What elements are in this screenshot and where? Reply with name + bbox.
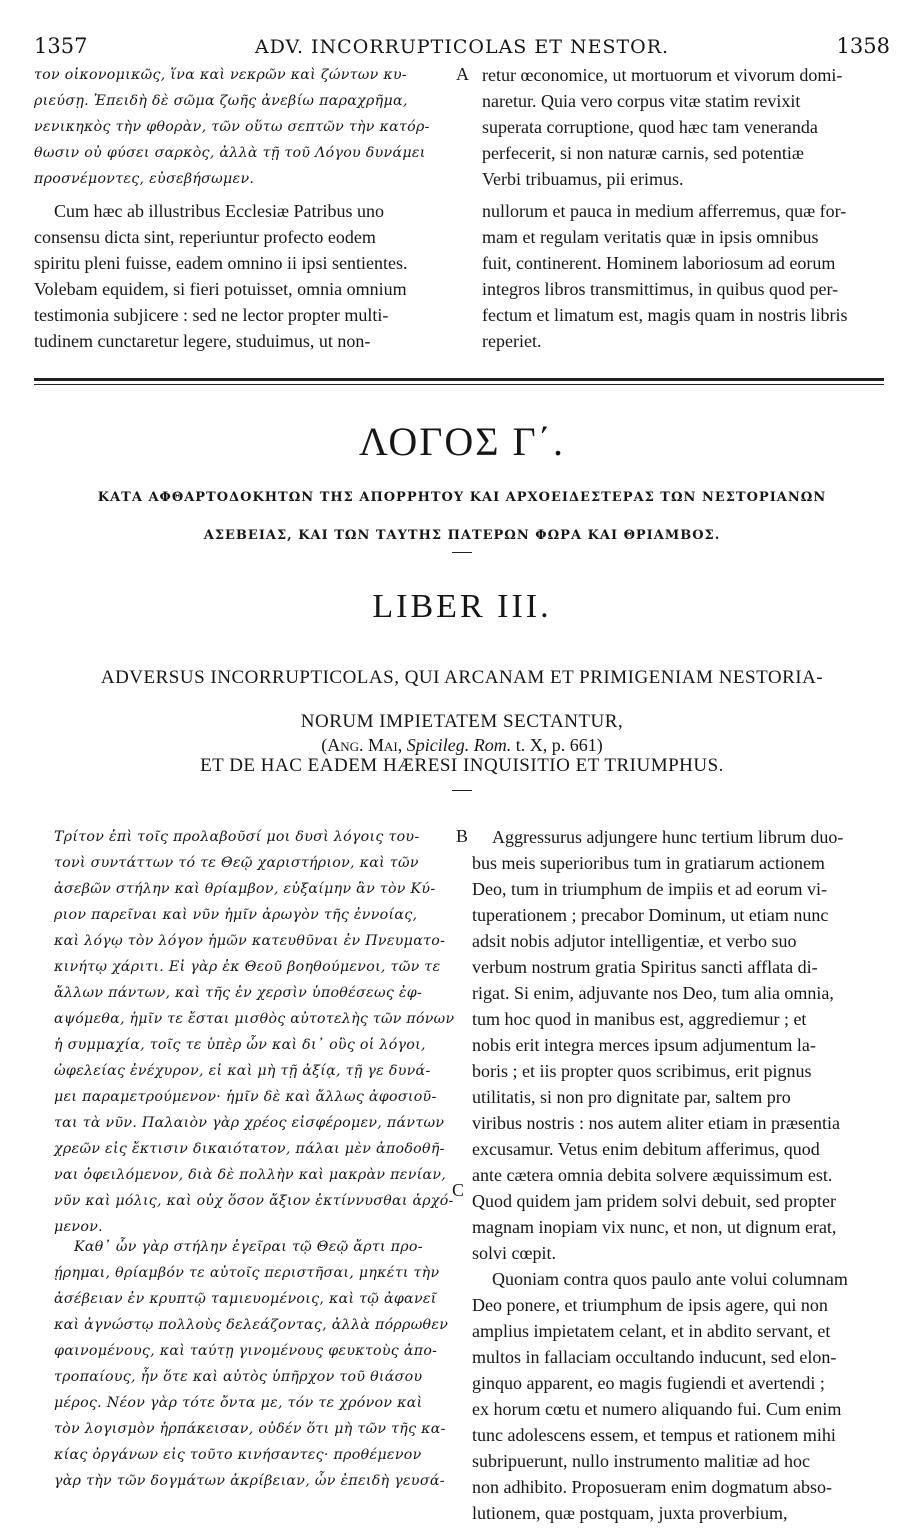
greek-text-line: μέρος. Νέον γὰρ τότε ὄντα με, τόν τε χρόνον καὶ <box>54 1395 423 1411</box>
latin-text-line: Verbi tribuamus, pii erimus. <box>482 169 684 189</box>
latin-text-line: Quoniam contra quos paulo ante volui columnam <box>492 1269 848 1289</box>
greek-text-line: καὶ ἀγνώστῳ πολλοὺς δελεάζοντας, ἀλλὰ πόρρωθεν <box>54 1317 449 1333</box>
margin-letter-a: A <box>456 64 469 84</box>
greek-text-line: τὸν λογισμὸν ἡρπάκεισαν, οὐδέν ὅτι μὴ τῶν τῆς κα- <box>54 1421 446 1437</box>
greek-text-line: χρεῶν εἰς ἔκτισιν δικαιότατον, πάλαι μὲν ἀποδοθῆ- <box>54 1141 445 1157</box>
latin-text-line: perfecerit, si non naturæ carnis, sed potentiæ <box>482 143 804 163</box>
greek-subtitle <box>0 472 924 561</box>
latin-text-line: bus meis superioribus tum in gratiarum actionem <box>472 853 825 873</box>
title-dash <box>452 552 472 553</box>
greek-text-line: ὠφελείας ἐνέχυρον, εἰ καὶ μὴ τῇ ἀξίᾳ, τῇ γε δυνά- <box>54 1063 431 1079</box>
latin-text-line: fectum et limatum est, magis quam in nostris libris <box>482 305 848 325</box>
greek-text-line: ριεύσῃ. Ἐπειδὴ δὲ σῶμα ζωῆς ἀνεβίω παραχρῆμα, <box>34 93 408 109</box>
section-divider-thin <box>34 384 884 385</box>
greek-text-line: τον οἰκονομικῶς, ἵνα καὶ νεκρῶν καὶ ζώντων κυ- <box>34 67 407 83</box>
citation-rest: t. X, p. 661) <box>511 735 603 755</box>
margin-letter-b: B <box>456 826 469 846</box>
latin-text-line: solvi cœpit. <box>472 1243 556 1263</box>
latin-text-line: integros libros transmittimus, in quibus quod per- <box>482 279 839 299</box>
greek-text-line: ἡ συμμαχία, τοῖς τε ὑπὲρ ὧν καὶ δι᾽ οὓς οἱ λόγοι, <box>54 1037 426 1053</box>
latin-text-line: verbum nostrum gratia Spiritus sancti afflata di- <box>472 957 818 977</box>
greek-text-line: γὰρ τὴν τῶν δογμάτων ἀκρίβειαν, ὧν ἐπειδὴ γευσά- <box>54 1473 445 1489</box>
latin-text-line: tuperationem ; precabor Dominum, ut etiam nunc <box>472 905 829 925</box>
latin-text-line: Deo ponere, et triumphum de ipsis agere, qui non <box>472 1295 828 1315</box>
latin-text-line: naretur. Quia vero corpus vitæ statim revixit <box>482 91 801 111</box>
greek-text-line: καὶ λόγῳ τὸν λόγον ἡμῶν κατευθῦναι ἐν Πνευματο- <box>54 933 446 949</box>
latin-text-line: tudinem cunctaretur legere, studuimus, ut non- <box>34 331 371 351</box>
latin-text-line: fuit, continerent. Hominem laboriosum ad eorum <box>482 253 836 273</box>
latin-text-line: utilitatis, si non pro dignitate par, saltem pro <box>472 1087 791 1107</box>
latin-text-line: nobis erit integra merces ipsum adjumentum la- <box>472 1035 816 1055</box>
citation-work: Spicileg. Rom. <box>406 735 512 755</box>
logos-title: ΛΟΓΟΣ Γ΄. <box>359 419 565 464</box>
latin-text-line: magnam inopiam vix nunc, et non, ut dignum erat, <box>472 1217 837 1237</box>
greek-text-line: αψόμεθα, ἡμῖν τε ἔσται μισθὸς αὐτοτελὴς τῶν πόνων <box>54 1011 455 1027</box>
main-greek-continuation <box>54 1234 454 1494</box>
margin-letter-c: C <box>452 1180 465 1200</box>
latin-text-line: boris ; et iis propter quos scribimus, erit pignus <box>472 1061 812 1081</box>
greek-text-line: φαινομένους, καὶ ταύτῃ γινομένους φευκτοὺς ἀπο- <box>54 1343 438 1359</box>
latin-text-line: tum hoc quod in manibus est, aggrediemur ; et <box>472 1009 807 1029</box>
top-greek-column <box>34 62 444 192</box>
latin-text-line: retur œconomice, ut mortuorum et vivorum domi- <box>482 65 843 85</box>
latin-text-line: multos in fallaciam occultando inducunt, sed elon- <box>472 1347 837 1367</box>
latin-text-line: reperiet. <box>482 331 542 351</box>
latin-text-line: ex horum cœtu et numero aliquando fui. Cum enim <box>472 1399 842 1419</box>
latin-text-line: testimonia subjicere : sed ne lector propter multi- <box>34 305 389 325</box>
citation-open: ( <box>321 735 328 755</box>
main-latin-column <box>472 824 887 1526</box>
greek-text-line: προσνέμοντες, εὐσεβήσωμεν. <box>34 171 255 187</box>
latin-text-line: non adhibito. Proposueram enim dogmatum abso- <box>472 1477 832 1497</box>
latin-text-line: lutionem, quæ postquam, juxta proverbium, <box>472 1503 788 1523</box>
top-latin-right-continuation <box>482 198 887 354</box>
greek-text-line: ται τὰ νῦν. Παλαιὸν γὰρ χρέος εἰσφέρομεν, πάντων <box>54 1115 445 1131</box>
running-header <box>34 34 890 62</box>
greek-text-line: Τρίτον ἐπὶ τοῖς προλαβοῦσί μοι δυσὶ λόγοις του- <box>54 829 420 845</box>
latin-text-line: viribus nostris : nos autem aliter etiam in præsentia <box>472 1113 840 1133</box>
latin-text-line: Volebam equidem, si fieri potuisset, omnia omnium <box>34 279 407 299</box>
latin-text-line: Cum hæc ab illustribus Ecclesiæ Patribus uno <box>54 201 384 221</box>
greek-text-line: τονὶ συντάττων τό τε Θεῷ χαριστήριον, καὶ τῶν <box>54 855 419 871</box>
latin-text-line: nullorum et pauca in medium afferremus, quæ for- <box>482 201 847 221</box>
greek-text-line: ἄλλων πάντων, καὶ τῆς ἐν χερσὶν ὑποθέσεως ἐφ- <box>54 985 423 1001</box>
greek-text-line: Καθ᾽ ὧν γὰρ στήλην ἐγεῖραι τῷ Θεῷ ἄρτι προ- <box>74 1239 423 1255</box>
greek-subtitle-line: ΚΑΤΑ ΑΦΘΑΡΤΟΔΟΚΗΤΩΝ ΤΗΣ ΑΠΟΡΡΗΤΟΥ ΚΑΙ ΑΡΧΟΕΙΔΕΣΤΕΡΑΣ ΤΩΝ ΝΕΣΤΟΡΙΑΝΩΝ <box>97 490 827 505</box>
greek-text-line: κινήτῳ χάριτι. Εἰ γὰρ ἐκ Θεοῦ βοηθούμενοι, τῶν τε <box>54 959 441 975</box>
latin-subtitle <box>0 646 924 797</box>
latin-subtitle-line: ADVERSUS INCORRUPTICOLAS, QUI ARCANAM ET PRIMIGENIAM NESTORIA- <box>100 667 824 688</box>
greek-text-line: ἀσέβειαν ἐν κρυπτῷ ταμιευομένοις, καὶ τῷ ἀφανεῖ <box>54 1291 437 1307</box>
greek-text-line: ναι ὀφειλόμενον, διὰ δὲ πολλὴν καὶ μακρὰν πενίαν, <box>54 1167 447 1183</box>
latin-text-line: consensu dicta sint, reperiuntur profecto eodem <box>34 227 376 247</box>
greek-text-line: θωσιν οὐ φύσει σαρκὸς, ἀλλὰ τῇ τοῦ Λόγου δυνάμει <box>34 145 426 161</box>
latin-text-line: superata corruptione, quod hæc tam veneranda <box>482 117 818 137</box>
page-number-right: 1358 <box>836 34 890 58</box>
greek-text-line: νενικηκὸς τὴν φθορὰν, τῶν οὕτω σεπτῶν τὴν κατόρ- <box>34 119 430 135</box>
latin-text-line: amplius impietatem celant, et in abdito servant, et <box>472 1321 831 1341</box>
latin-text-line: excusamur. Vetus enim debitum afferimus, quod <box>472 1139 820 1159</box>
liber-title: LIBER III. <box>372 588 552 625</box>
greek-text-line: τροπαίους, ἦν ὅτε καὶ αὐτὸς ὑπῆρχον τοῦ θιάσου <box>54 1369 423 1385</box>
page-number-left: 1357 <box>34 34 88 58</box>
top-latin-right-column <box>482 62 887 192</box>
greek-text-line: μενον. <box>54 1219 103 1235</box>
latin-text-line: spiritu pleni fuisse, eadem omnino ii ipsi sentientes. <box>34 253 408 273</box>
latin-text-line: adsit nobis adjutor intelligentiæ, et verbo suo <box>472 931 797 951</box>
citation-dash <box>452 790 472 791</box>
greek-text-line: νῦν καὶ μόλις, καὶ οὐχ ὅσον ἄξιον ἐκτίννυσθαι ἀρχό- <box>54 1193 454 1209</box>
greek-text-line: ῄρημαι, θρίαμβόν τε αὐτοῖς περιστῆσαι, μηκέτι τὴν <box>54 1265 440 1281</box>
latin-text-line: ante cætera omnia debita solvere æquissimum est. <box>472 1165 833 1185</box>
greek-text-line: ἀσεβῶν στήλην καὶ θρίαμβον, εὐξαίμην ἂν τὸν Κύ- <box>54 881 436 897</box>
latin-text-line: Deo, tum in triumphum de impiis et ad eorum vi- <box>472 879 827 899</box>
greek-text-line: κίας ὀργάνων εἰς τοῦτο κινήσαντες· προθέμενον <box>54 1447 422 1463</box>
top-latin-left-column <box>34 198 454 354</box>
latin-text-line: Quod quidem jam pridem solvi debuit, sed propter <box>472 1191 836 1211</box>
latin-text-line: subripuerunt, nullo instrumento malitiæ ad hoc <box>472 1451 810 1471</box>
latin-text-line: rigat. Si enim, adjuvante nos Deo, tum alia omnia, <box>472 983 834 1003</box>
citation-author: Ang. Mai <box>327 735 398 755</box>
latin-text-line: ginquo apparent, eo magis fugiendi et avertendi ; <box>472 1373 825 1393</box>
latin-text-line: tunc adolescens essem, et tempus et rationem mihi <box>472 1425 836 1445</box>
running-title: ADV. INCORRUPTICOLAS ET NESTOR. <box>254 36 670 58</box>
latin-subtitle-line: ET DE HAC EADEM HÆRESI INQUISITIO ET TRIUMPHUS. <box>200 755 724 776</box>
source-citation <box>0 735 924 756</box>
greek-text-line: ριον παρεῖναι καὶ νῦν ἡμῖν ἀρωγὸν τῆς ἐννοίας, <box>54 907 418 923</box>
latin-text-line: Aggressurus adjungere hunc tertium librum duo- <box>492 827 844 847</box>
section-divider <box>34 378 884 381</box>
main-greek-column <box>54 824 454 1240</box>
citation-separator: , <box>397 735 407 755</box>
greek-text-line: μει παραμετρούμενον· ἡμῖν δὲ καὶ ἄλλως ἀφοσιοῦ- <box>54 1089 437 1105</box>
latin-subtitle-line: NORUM IMPIETATEM SECTANTUR, <box>300 711 624 732</box>
greek-subtitle-line: ΑΣΕΒΕΙΑΣ, ΚΑΙ ΤΩΝ ΤΑΥΤΗΣ ΠΑΤΕΡΩΝ ΦΩΡΑ ΚΑΙ ΘΡΙΑΜΒΟΣ. <box>203 528 721 543</box>
latin-text-line: mam et regulam veritatis quæ in ipsis omnibus <box>482 227 819 247</box>
